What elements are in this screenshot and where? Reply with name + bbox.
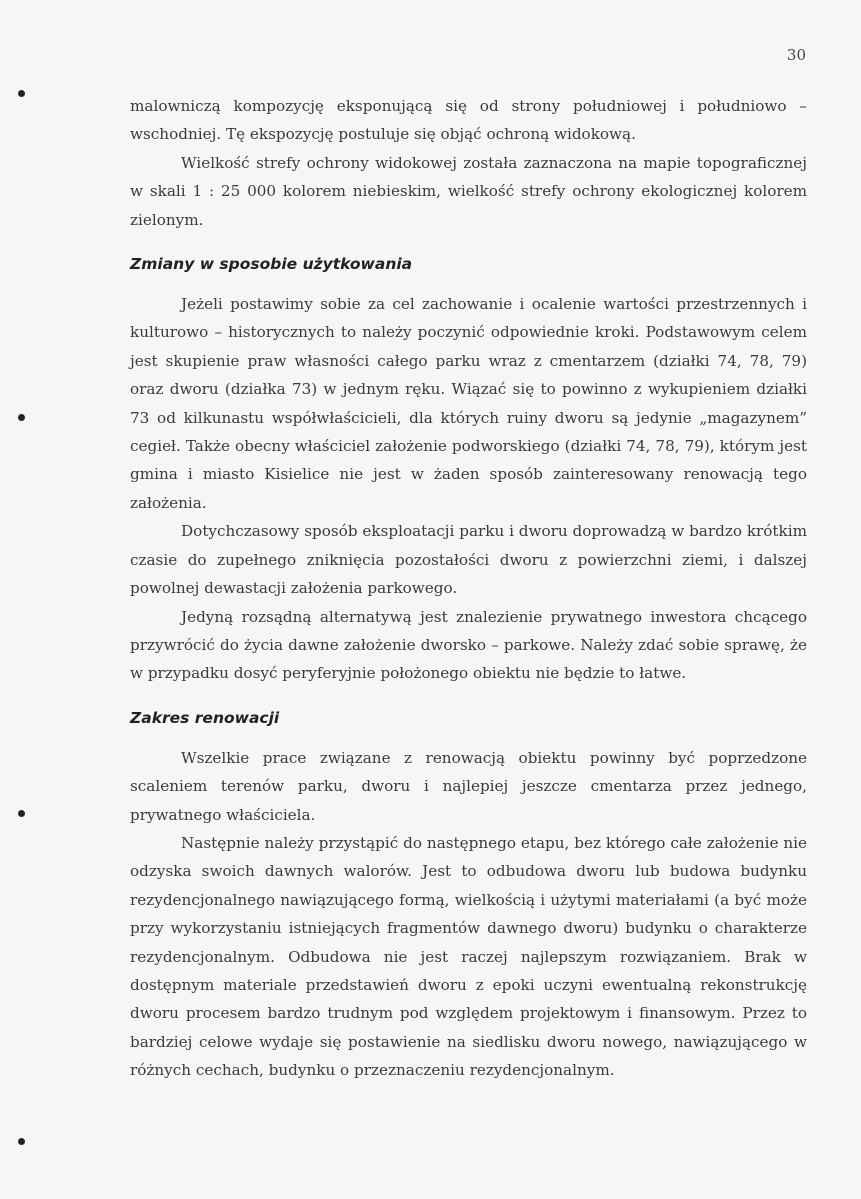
- binder-hole-mark: [18, 414, 25, 421]
- binder-hole-mark: [18, 1138, 25, 1145]
- page-number: 30: [786, 46, 806, 64]
- paragraph: malowniczą kompozycję eksponującą się od strony południowej i południowo – wschodniej. Tę ekspozycję postuluje się objąć ochroną widokową.: [130, 97, 807, 144]
- paragraph: Jedyną rozsądną alternatywą jest znalezienie prywatnego inwestora chcącego przywrócić do życia dawne założenie dworsko – parkowe. Należy zdać sobie sprawę, że w przypadku dosyć peryferyjnie położonego obiektu nie będzie to łatwe.: [130, 607, 807, 683]
- section-heading: Zakres renowacji: [130, 708, 280, 727]
- paragraph: Wielkość strefy ochrony widokowej została zaznaczona na mapie topograficznej w skali 1 : 25 000 kolorem niebieskim, wielkość strefy ochrony ekologicznej kolorem zielonym.: [130, 153, 807, 229]
- paragraph: Wszelkie prace związane z renowacją obiektu powinny być poprzedzone scaleniem terenów parku, dworu i najlepiej jeszcze cmentarza przez jednego, prywatnego właściciela.: [130, 748, 807, 824]
- document-body: [130, 92, 807, 1085]
- binder-hole-mark: [18, 90, 25, 97]
- paragraph: Następnie należy przystąpić do następnego etapu, bez którego całe założenie nie odzyska swoich dawnych walorów. Jest to odbudowa dworu lub budowa budynku rezydencjonalnego nawiązującego formą, wielkością i użytymi materiałami (a być może przy wykorzystaniu istniejących fragmentów dawnego dworu) budynku o charakterze rezydencjonalnym. Odbudowa nie jest raczej najlepszym rozwiązaniem. Brak w dostępnym materiale przedstawień dworu z epoki uczyni ewentualną rekonstrukcję dworu procesem bardzo trudnym pod względem projektowym i finansowym. Przez to bardziej celowe wydaje się postawienie na siedlisku dworu nowego, nawiązującego w różnych cechach, budynku o przeznaczeniu rezydencjonalnym.: [130, 833, 807, 1080]
- paragraph: Jeżeli postawimy sobie za cel zachowanie i ocalenie wartości przestrzennych i kulturowo – historycznych to należy poczynić odpowiednie kroki. Podstawowym celem jest skupienie praw własności całego parku wraz z cmentarzem (działki 74, 78, 79) oraz dworu (działka 73) w jednym ręku. Wiązać się to powinno z wykupieniem działki 73 od kilkunastu współwłaścicieli, dla których ruiny dworu są jedynie „magazynem” cegieł. Także obecny właściciel założenie podworskiego (działki 74, 78, 79), którym jest gmina i miasto Kisielice nie jest w żaden sposób zainteresowany renowacją tego założenia.: [130, 295, 807, 512]
- paragraph: Dotychczasowy sposób eksploatacji parku i dworu doprowadzą w bardzo krótkim czasie do zupełnego zniknięcia pozostałości dworu z powierzchni ziemi, i dalszej powolnej dewastacji założenia parkowego.: [130, 522, 807, 598]
- section-heading: Zmiany w sposobie użytkowania: [130, 255, 413, 274]
- binder-hole-mark: [18, 810, 25, 817]
